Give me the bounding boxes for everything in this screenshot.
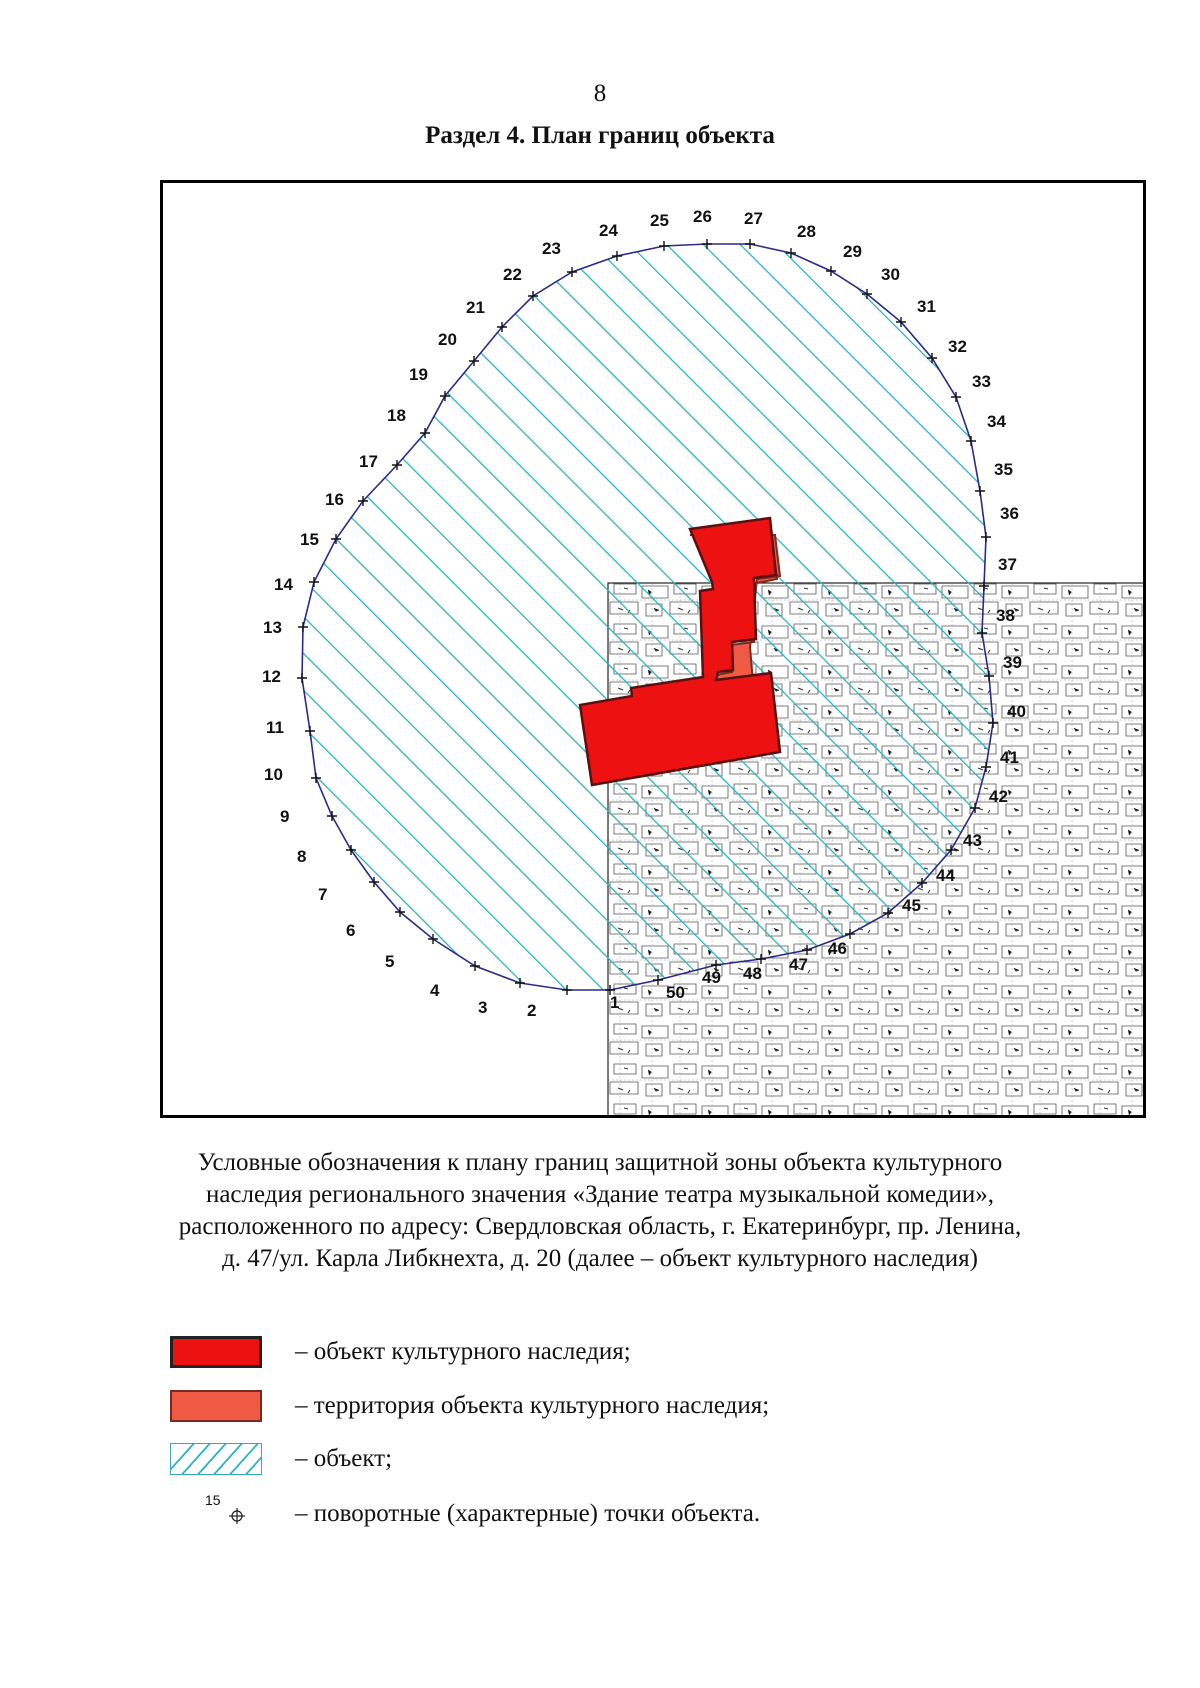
turning-point-label: 19 [409, 365, 428, 384]
legend-caption-line: наследия регионального значения «Здание театра музыкальной комедии», [205, 1181, 995, 1208]
turning-point-label: 32 [948, 337, 967, 356]
turning-point-sample [205, 1492, 265, 1532]
boundary-plan-map [160, 180, 1146, 1118]
turning-point-label: 27 [744, 209, 763, 228]
legend-caption-line: расположенного по адресу: Свердловская область, г. Екатеринбург, пр. Ленина, [178, 1213, 1022, 1240]
turning-point-label: 37 [998, 555, 1017, 574]
legend-item-heritage-territory [170, 1390, 1070, 1426]
legend-item-turning-point [170, 1492, 1070, 1534]
turning-point-label: 46 [828, 939, 847, 958]
turning-point-label: 31 [917, 297, 936, 316]
turning-point-label: 45 [902, 896, 921, 915]
turning-point-label: 10 [264, 765, 283, 784]
turning-point-label: 22 [503, 265, 522, 284]
turning-point-label: 11 [266, 718, 284, 737]
turning-point-label: 26 [693, 207, 712, 226]
turning-point-label: 20 [438, 330, 457, 349]
turning-point-label: 47 [789, 955, 808, 974]
legend-caption [120, 1147, 1080, 1275]
turning-point-label: 49 [702, 968, 721, 987]
turning-point-label: 44 [936, 866, 955, 885]
turning-point-label: 7 [318, 885, 328, 904]
turning-point-label: 4 [430, 981, 440, 1000]
legend-label: – территория объекта культурного наследия; [295, 1392, 770, 1419]
turning-point-label: 29 [843, 242, 862, 261]
turning-point-label: 40 [1007, 702, 1026, 721]
legend-caption-line: д. 47/ул. Карла Либкнехта, д. 20 (далее – объект культурного наследия) [222, 1245, 978, 1272]
turning-point-label: 34 [987, 412, 1006, 431]
turning-point-label: 5 [385, 952, 395, 971]
legend-item-hatch [170, 1443, 1070, 1479]
turning-point-label: 16 [325, 490, 344, 509]
protection-zone-hatch [302, 244, 993, 990]
turning-point-sample-label: 15 [205, 1492, 221, 1508]
turning-point-label: 17 [359, 452, 378, 471]
turning-point-label: 28 [797, 222, 816, 241]
turning-point-icon [227, 1506, 247, 1526]
section-title: Раздел 4. План границ объекта [425, 122, 775, 149]
turning-point-label: 8 [297, 847, 307, 866]
turning-point-label: 41 [1000, 748, 1019, 767]
turning-point-label: 6 [346, 921, 356, 940]
turning-point-label: 50 [666, 983, 685, 1002]
heritage-object-swatch [170, 1336, 262, 1368]
legend-label: – объект культурного наследия; [295, 1338, 631, 1365]
turning-point-label: 2 [527, 1001, 537, 1020]
turning-point-label: 24 [599, 221, 618, 240]
turning-point-label: 3 [478, 998, 488, 1017]
turning-point-label: 38 [996, 606, 1015, 625]
turning-point-label: 39 [1003, 653, 1022, 672]
turning-point-label: 25 [650, 211, 669, 230]
page-number: 8 [593, 80, 607, 107]
legend-label: – поворотные (характерные) точки объекта. [295, 1500, 761, 1527]
turning-point-label: 12 [262, 667, 281, 686]
turning-point-label: 36 [1000, 504, 1019, 523]
turning-point-label: 33 [972, 372, 991, 391]
turning-point-label: 1 [610, 993, 620, 1012]
turning-point-label: 23 [542, 239, 561, 258]
turning-point-label: 13 [263, 618, 282, 637]
turning-point-label: 43 [963, 831, 982, 850]
turning-point-label: 48 [743, 964, 762, 983]
turning-point-label: 18 [387, 406, 406, 425]
turning-point-label: 21 [466, 298, 485, 317]
legend-caption-line: Условные обозначения к плану границ защитной зоны объекта культурного [197, 1149, 1003, 1176]
legend-label: – объект; [295, 1445, 393, 1472]
turning-point-label: 14 [274, 575, 293, 594]
turning-point-label: 42 [989, 787, 1008, 806]
heritage-territory-swatch [170, 1390, 262, 1422]
turning-point-label: 15 [300, 530, 319, 549]
legend-item-heritage-object [170, 1336, 1070, 1372]
turning-point-label: 35 [994, 460, 1013, 479]
hatch-swatch [170, 1443, 262, 1475]
turning-point-label: 30 [881, 265, 900, 284]
map-canvas [160, 180, 1146, 1118]
turning-point-label: 9 [280, 807, 290, 826]
